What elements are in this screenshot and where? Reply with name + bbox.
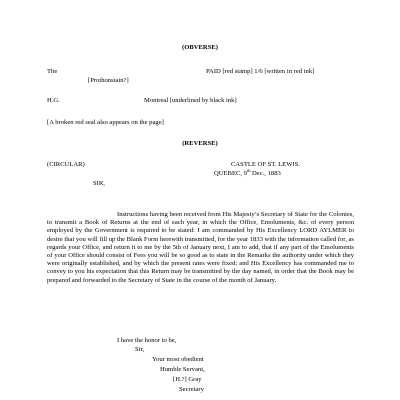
salutation: SIR,	[93, 180, 105, 187]
obverse-montreal-note: Montreal [underlined by black ink]	[144, 97, 237, 104]
closing-line-4: Humble Servant,	[160, 366, 205, 373]
date-prefix: QUEBEC, 9	[214, 170, 247, 177]
obverse-heading: (OBVERSE)	[182, 44, 218, 51]
castle-label: CASTLE OF ST. LEWIS.	[231, 161, 300, 168]
body-paragraph: Instructions having been received from His Majesty’s Secretary of State for the Colonies, to transmit a Book of Returns at the end of each year, in which the Office, Emoluments, &c. of every person employed by the Government is required to be stated: I am commanded by His Excellency LORD AYLMER to desire that you will fill up the Blank Form herewith transmitted, for the year 1833 with the information called for, as regards your Office, and return it to me by the 5th of January next, I am to add, that if any part of the Emoluments of your Office should consist of Fees you will be so good as to state in the Remarks the authority under which they were originally established, and by which the present rates were fixed; and His Excellency has commanded me to convey to you his expectation that this Return may be transmitted by the day named, in order that the Book may be prepared and forwarded to the Secretary of State in the course of the month of January.	[47, 211, 355, 284]
circular-label: (CIRCULAR)	[47, 161, 85, 168]
obverse-seal-note: [A broken red seal also appears on the page]	[47, 119, 164, 126]
obverse-paid-note: PAID [red stamp] 1/6 [written in red ink]	[206, 68, 315, 75]
reverse-heading: (REVERSE)	[182, 140, 218, 147]
obverse-hg-label: H.G.	[47, 97, 60, 104]
closing-title: Secretary	[179, 386, 204, 393]
closing-line-1: I have the honor to be,	[117, 337, 177, 344]
obverse-the-label: The	[47, 68, 58, 75]
obverse-prothonotary-note: [Prothonstain?]	[88, 77, 129, 84]
closing-signature: [H.?] Gray	[173, 376, 202, 383]
date-line	[214, 170, 281, 178]
closing-line-3: Your most obedient	[152, 356, 204, 363]
date-superscript: th	[246, 168, 251, 174]
date-suffix: Dec., 1883	[250, 170, 281, 177]
closing-line-2: Sir,	[135, 346, 145, 353]
